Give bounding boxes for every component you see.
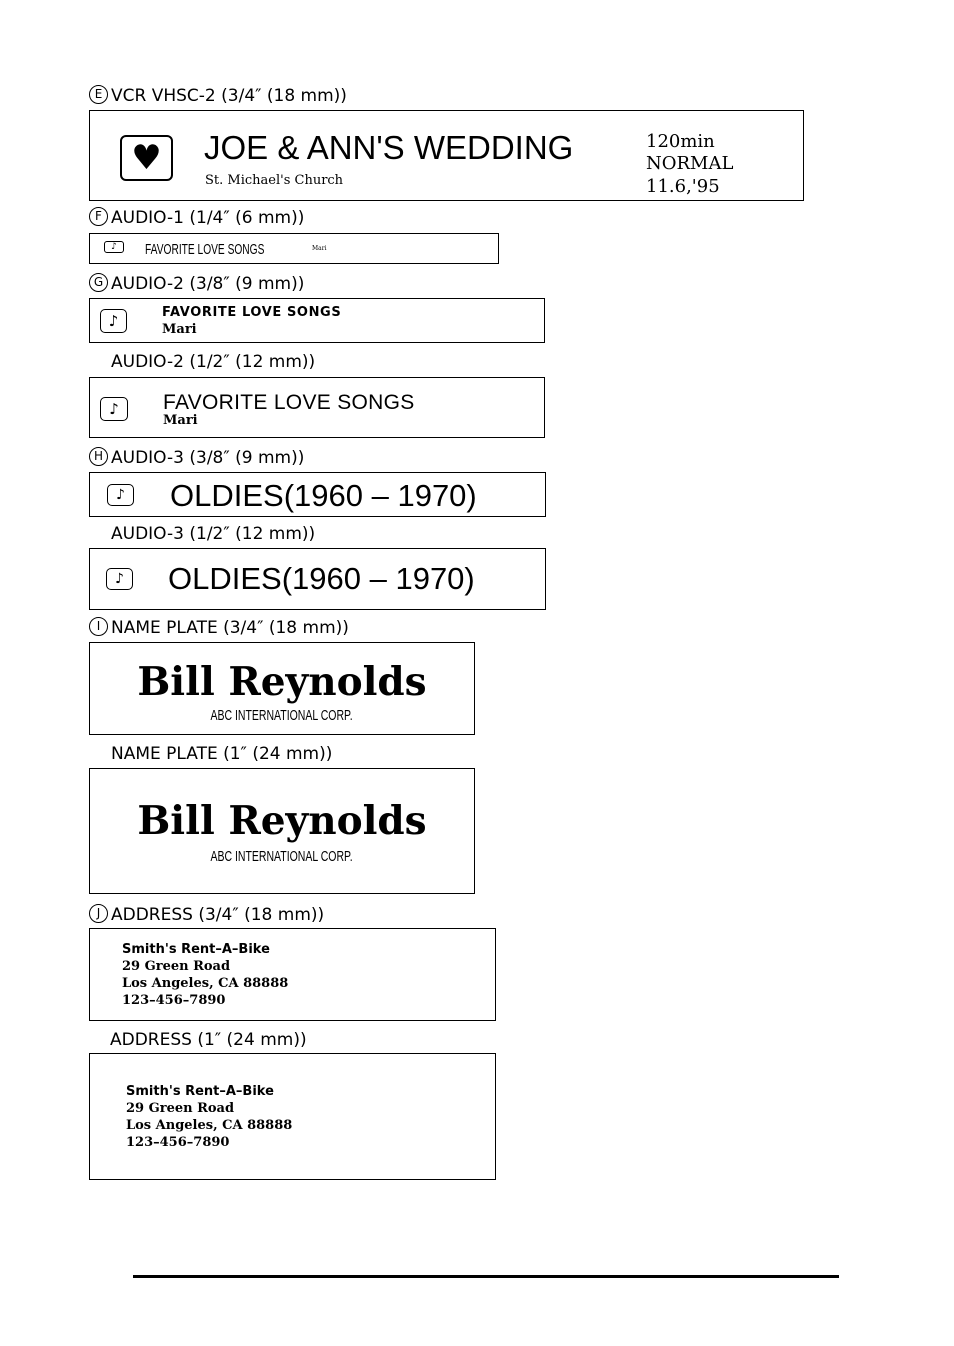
audio-3-large-label	[89, 548, 546, 610]
section-title: NAME PLATE (1″ (24 mm))	[111, 744, 333, 764]
name-plate-large-name: Bill Reynolds	[137, 798, 427, 844]
vcr-subtitle: St. Michael's Church	[205, 173, 344, 188]
section-title: AUDIO-2 (3/8″ (9 mm))	[111, 274, 305, 294]
section-heading-vcr	[89, 86, 347, 106]
music-note-icon: ♪	[100, 309, 127, 333]
audio-1-artist: Mari	[312, 245, 327, 252]
vcr-title: JOE & ANN'S WEDDING	[204, 129, 574, 166]
vcr-date: 11.6,'95	[646, 176, 720, 197]
address-line-4: 123–456–7890	[126, 1135, 230, 1150]
section-heading-audio-1	[89, 208, 304, 228]
heart-icon: ♥	[120, 135, 173, 181]
vcr-duration: 120min	[646, 131, 715, 152]
address-line-3: Los Angeles, CA 88888	[122, 976, 289, 991]
address-line-4: 123–456–7890	[122, 993, 226, 1008]
vcr-mode: NORMAL	[646, 153, 734, 174]
audio-2-small-label	[89, 298, 545, 343]
address-small-label	[89, 928, 496, 1021]
address-line-1: Smith's Rent–A–Bike	[122, 942, 270, 957]
section-title: AUDIO-3 (1/2″ (12 mm))	[111, 524, 316, 544]
name-plate-small-label	[89, 642, 475, 735]
section-marker: E	[89, 85, 108, 104]
audio-3-large-title: OLDIES(1960 – 1970)	[168, 561, 475, 596]
audio-1-title: FAVORITE LOVE SONGS	[145, 241, 265, 258]
address-large-label	[89, 1053, 496, 1180]
section-title: ADDRESS (1″ (24 mm))	[110, 1030, 307, 1050]
section-marker: I	[89, 617, 108, 636]
audio-2-small-title: FAVORITE LOVE SONGS	[162, 305, 342, 320]
vcr-label	[89, 110, 804, 201]
section-heading-name-plate	[89, 618, 349, 638]
address-line-3: Los Angeles, CA 88888	[126, 1118, 293, 1133]
name-plate-large-company: ABC INTERNATIONAL CORP.	[210, 848, 354, 865]
section-heading-audio-2-large	[111, 352, 315, 372]
section-title: ADDRESS (3/4″ (18 mm))	[111, 905, 325, 925]
section-marker: H	[89, 447, 108, 466]
name-plate-small-company: ABC INTERNATIONAL CORP.	[210, 707, 354, 724]
audio-3-small-label	[89, 472, 546, 517]
section-title: NAME PLATE (3/4″ (18 mm))	[111, 618, 349, 638]
section-title: AUDIO-1 (1/4″ (6 mm))	[111, 208, 305, 228]
audio-1-label	[89, 233, 499, 264]
music-note-icon: ♪	[100, 397, 128, 421]
section-title: AUDIO-2 (1/2″ (12 mm))	[111, 352, 316, 372]
music-note-icon: ♪	[106, 568, 133, 590]
music-note-icon: ♪	[104, 241, 124, 253]
section-heading-audio-2	[89, 274, 304, 294]
section-title: VCR VHSC-2 (3/4″ (18 mm))	[111, 86, 347, 106]
section-marker: J	[89, 904, 108, 923]
section-heading-name-plate-large	[111, 744, 332, 764]
audio-2-large-artist: Mari	[163, 413, 198, 428]
name-plate-small-name: Bill Reynolds	[137, 659, 427, 705]
section-heading-address	[89, 905, 324, 925]
audio-3-small-title: OLDIES(1960 – 1970)	[170, 478, 477, 513]
section-marker: F	[89, 207, 108, 226]
audio-2-small-artist: Mari	[162, 322, 197, 337]
audio-2-large-title: FAVORITE LOVE SONGS	[163, 391, 415, 414]
address-line-2: 29 Green Road	[126, 1101, 235, 1116]
section-heading-audio-3-large	[111, 524, 315, 544]
section-marker: G	[89, 273, 108, 292]
address-line-2: 29 Green Road	[122, 959, 231, 974]
section-title: AUDIO-3 (3/8″ (9 mm))	[111, 448, 305, 468]
audio-2-large-label	[89, 377, 545, 438]
section-heading-audio-3	[89, 448, 304, 468]
section-heading-address-large	[110, 1030, 307, 1050]
footer-rule	[133, 1275, 839, 1278]
name-plate-large-label	[89, 768, 475, 894]
music-note-icon: ♪	[107, 484, 134, 506]
address-line-1: Smith's Rent–A–Bike	[126, 1084, 274, 1099]
